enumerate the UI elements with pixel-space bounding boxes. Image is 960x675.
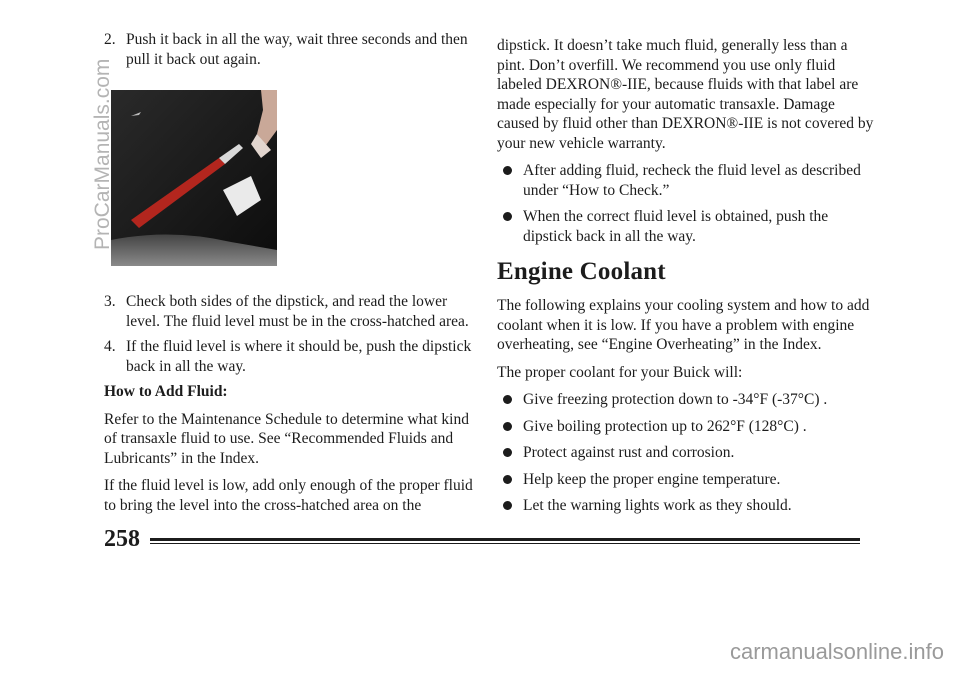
right-column (497, 36, 877, 523)
step-text: Check both sides of the dipstick, and read the lower level. The fluid level must be in the cross-hatched area. (126, 293, 469, 330)
list-item-text: Give boiling protection up to 262°F (128°C) . (523, 417, 807, 435)
page-number: 258 (104, 526, 140, 552)
list-item (497, 496, 877, 516)
side-watermark: ProCarManuals.com (91, 58, 114, 250)
list-item-text: When the correct fluid level is obtained, push the dipstick back in all the way. (523, 208, 829, 245)
list-item-text: Help keep the proper engine temperature. (523, 470, 781, 488)
footer-watermark: carmanualsonline.info (729, 639, 944, 664)
paragraph: dipstick. It doesn’t take much fluid, generally less than a pint. Don’t overfill. We recommend you use only fluid labeled DEXRON®-IIE, because fluids with that label are made especially for your automatic transaxle. Damage caused by fluid other than DEXRON®-IIE is not covered by your new vehicle warranty. (497, 37, 874, 152)
bullet-icon (503, 166, 512, 175)
paragraph: The proper coolant for your Buick will: (497, 363, 743, 381)
list-item (497, 417, 877, 437)
bullet-icon (503, 422, 512, 431)
paragraph: If the fluid level is low, add only enough of the proper fluid to bring the level into the cross-hatched area on the (104, 477, 473, 514)
bullet-icon (503, 212, 512, 221)
list-item-text: After adding fluid, recheck the fluid level as described under “How to Check.” (523, 162, 861, 199)
list-item-text: Let the warning lights work as they should. (523, 497, 792, 514)
paragraph: The following explains your cooling system and how to add coolant when it is low. If you have a problem with engine overheating, see “Engine Overheating” in the Index. (497, 297, 870, 353)
list-item (497, 161, 877, 200)
list-item-text: Protect against rust and corrosion. (523, 444, 735, 461)
list-item (497, 470, 877, 490)
bullet-icon (503, 475, 512, 484)
step-number: 4. (104, 338, 116, 355)
section-heading-engine-coolant: Engine Coolant (497, 258, 666, 285)
left-column-bottom (104, 292, 476, 523)
subheading-how-to-add-fluid: How to Add Fluid: (104, 383, 228, 400)
bullet-icon (503, 448, 512, 457)
step-text: If the fluid level is where it should be, push the dipstick back in all the way. (126, 338, 472, 375)
list-item-text: Give freezing protection down to -34°F (-37°C) . (523, 391, 828, 408)
left-column-top (104, 30, 476, 75)
step-2 (104, 30, 476, 69)
step-number: 3. (104, 293, 116, 310)
step-number: 2. (104, 31, 116, 48)
list-item (497, 443, 877, 463)
dipstick-illustration (111, 90, 277, 266)
step-4 (104, 337, 476, 376)
footer-rule (150, 538, 860, 541)
bullet-icon (503, 501, 512, 510)
list-item (497, 390, 877, 410)
footer-rule-thin (150, 543, 860, 544)
dipstick-photo (111, 90, 277, 266)
bullet-icon (503, 395, 512, 404)
paragraph: Refer to the Maintenance Schedule to determine what kind of transaxle fluid to use. See “Recommended Fluids and Lubricants” in the Index. (104, 410, 469, 467)
list-item (497, 207, 877, 246)
step-text: Push it back in all the way, wait three seconds and then pull it back out again. (126, 31, 468, 68)
step-3 (104, 292, 476, 331)
